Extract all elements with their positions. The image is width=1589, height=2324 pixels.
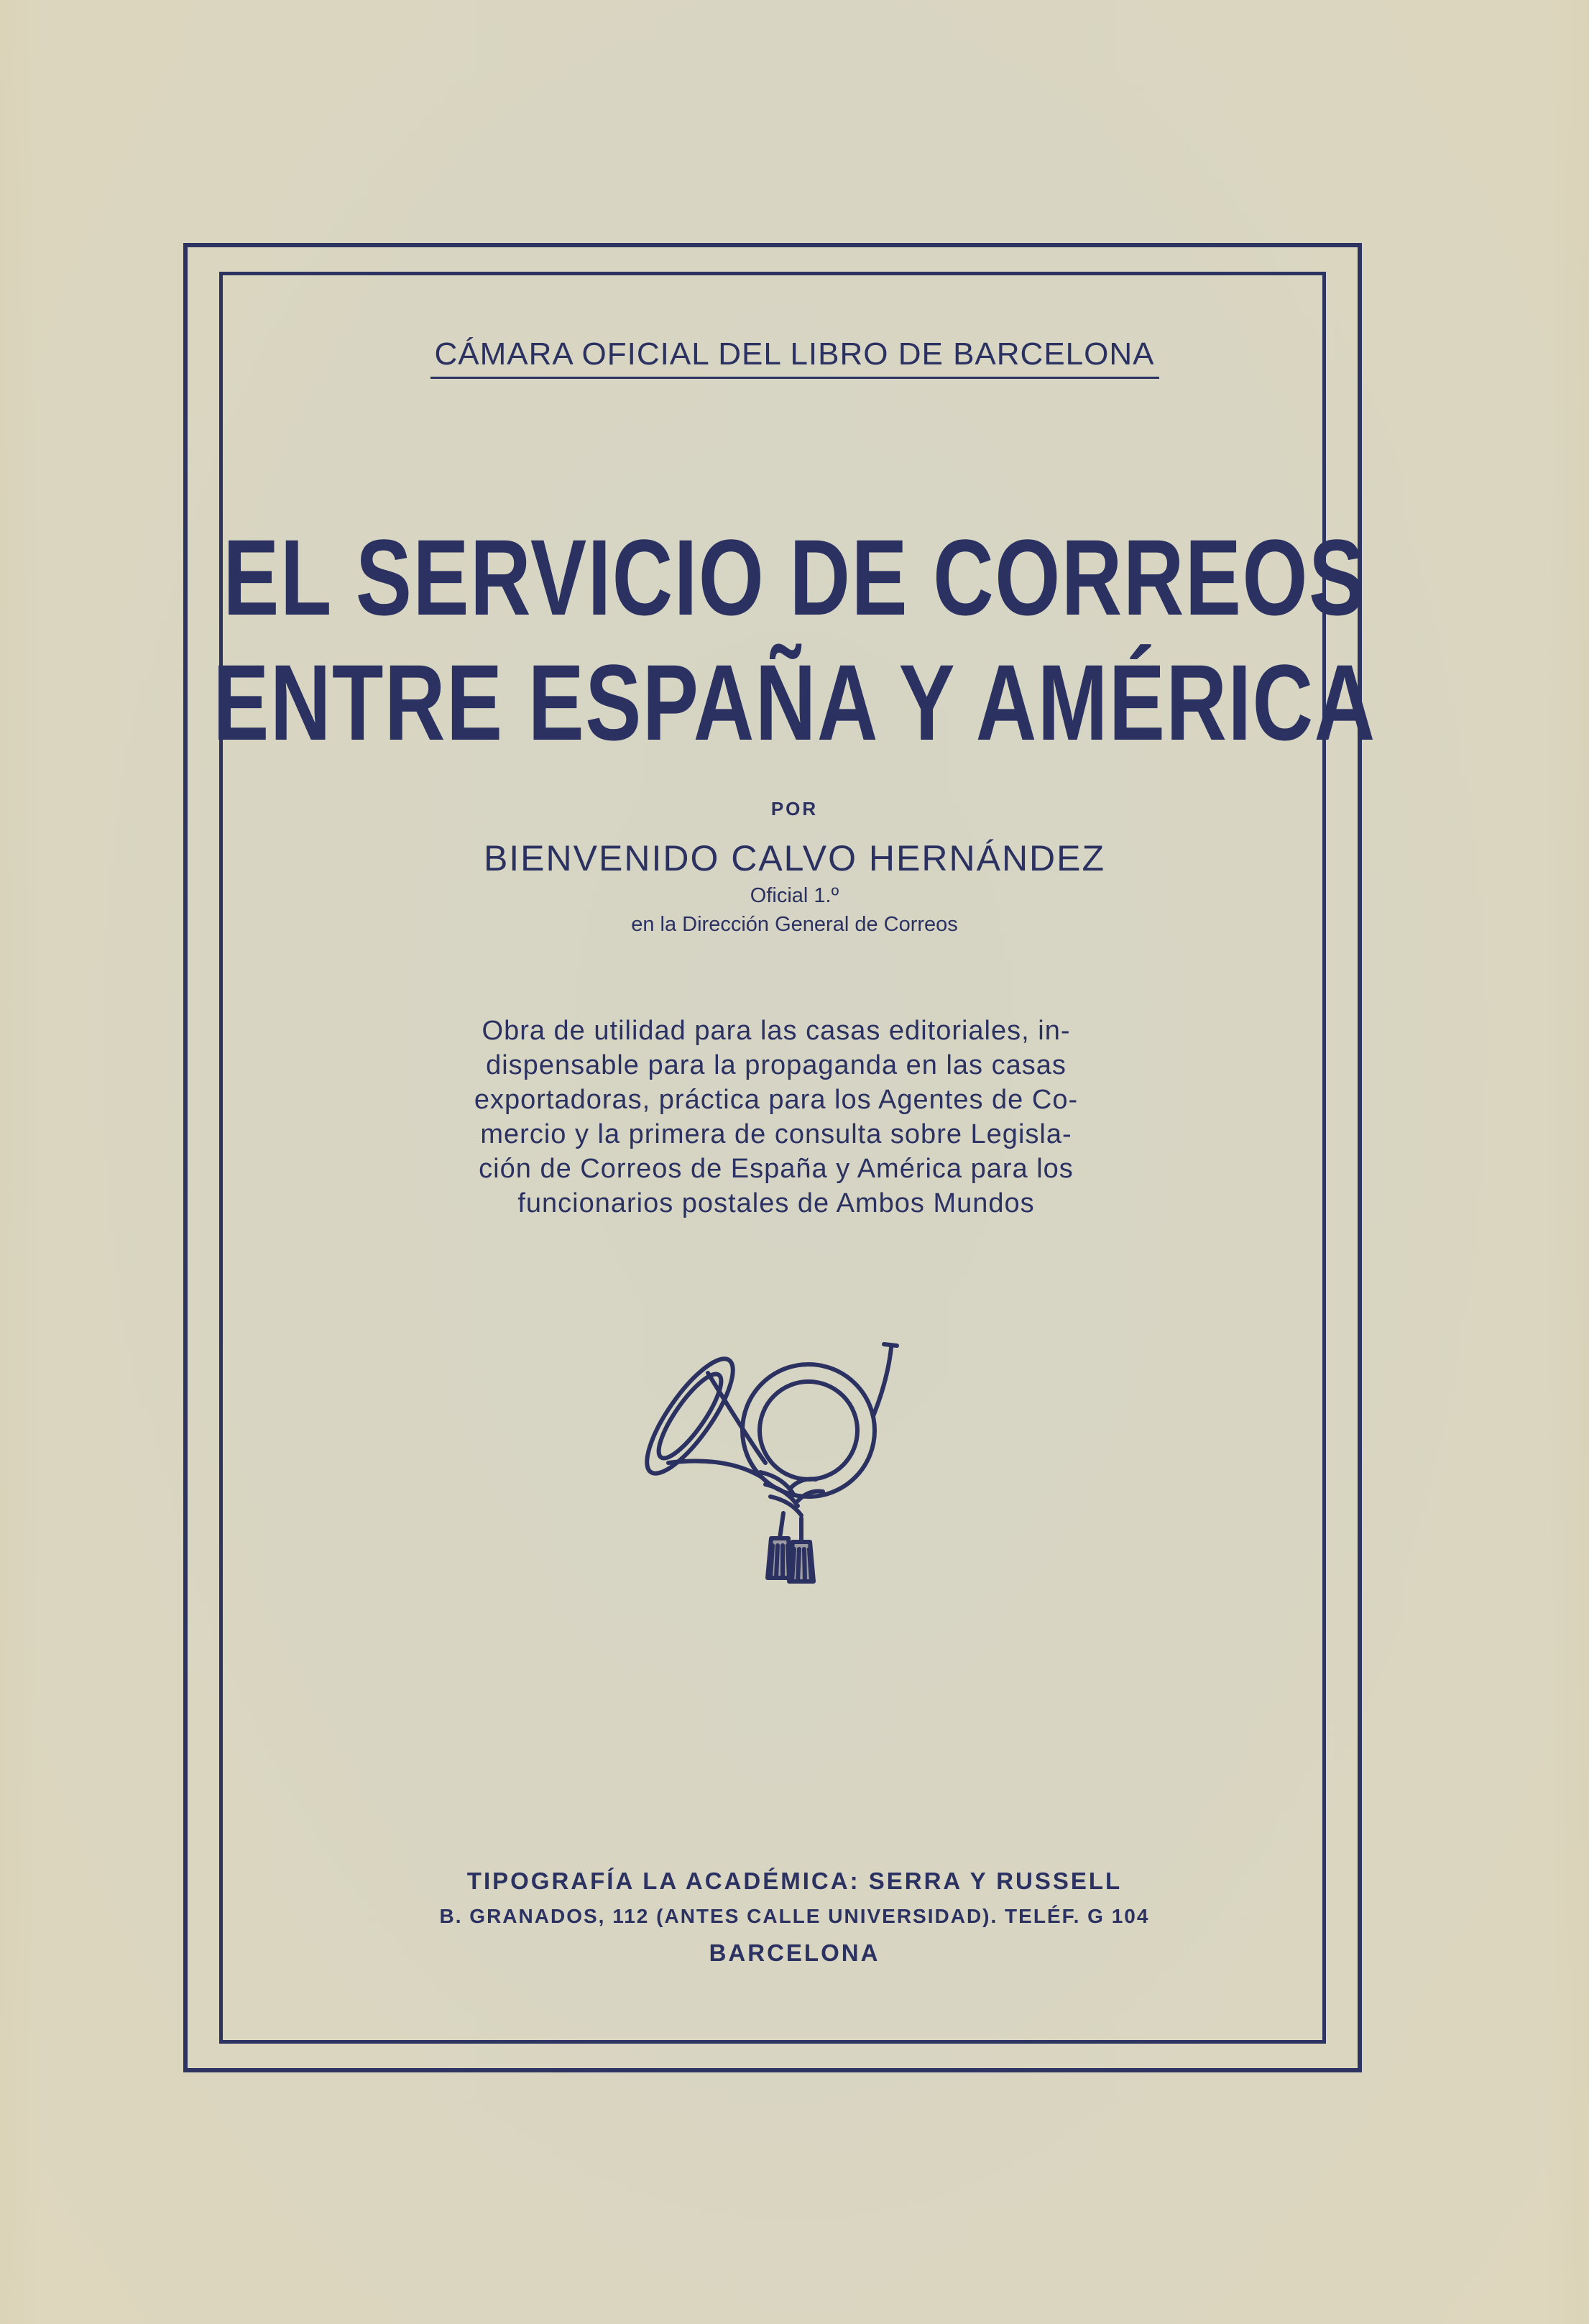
author-name: BIENVENIDO CALVO HERNÁNDEZ (483, 838, 1106, 878)
author-rank: Oficial 1.º (750, 884, 839, 907)
description-line: mercio y la primera de consulta sobre Legisla- (480, 1119, 1072, 1149)
description-line: ción de Correos de España y América para los (479, 1154, 1074, 1184)
description-line: Obra de utilidad para las casas editoriales, in- (482, 1016, 1071, 1046)
title-line-2: ENTRE ESPAÑA Y AMÉRICA (213, 642, 1376, 763)
post-horn-icon (640, 1330, 920, 1596)
institution-text: CÁMARA OFICIAL DEL LIBRO DE BARCELONA (430, 336, 1159, 379)
by-label: POR (770, 798, 819, 819)
printer-city: BARCELONA (709, 1939, 880, 1966)
printer-name: TIPOGRAFÍA LA ACADÉMICA: SERRA Y RUSSELL (466, 1868, 1123, 1894)
description-line: dispensable para la propaganda en las casas (486, 1050, 1067, 1080)
printer-address: B. GRANADOS, 112 (ANTES CALLE UNIVERSIDAD). TELÉF. G 104 (439, 1905, 1150, 1927)
author-department: en la Dirección General de Correos (631, 913, 958, 936)
description-line: funcionarios postales de Ambos Mundos (517, 1188, 1035, 1218)
description-line: exportadoras, práctica para los Agentes de Co- (474, 1085, 1079, 1115)
description-paragraph (446, 1014, 1107, 1221)
title-line-1: EL SERVICIO DE CORREOS (223, 517, 1366, 638)
institution-heading (0, 336, 1589, 379)
